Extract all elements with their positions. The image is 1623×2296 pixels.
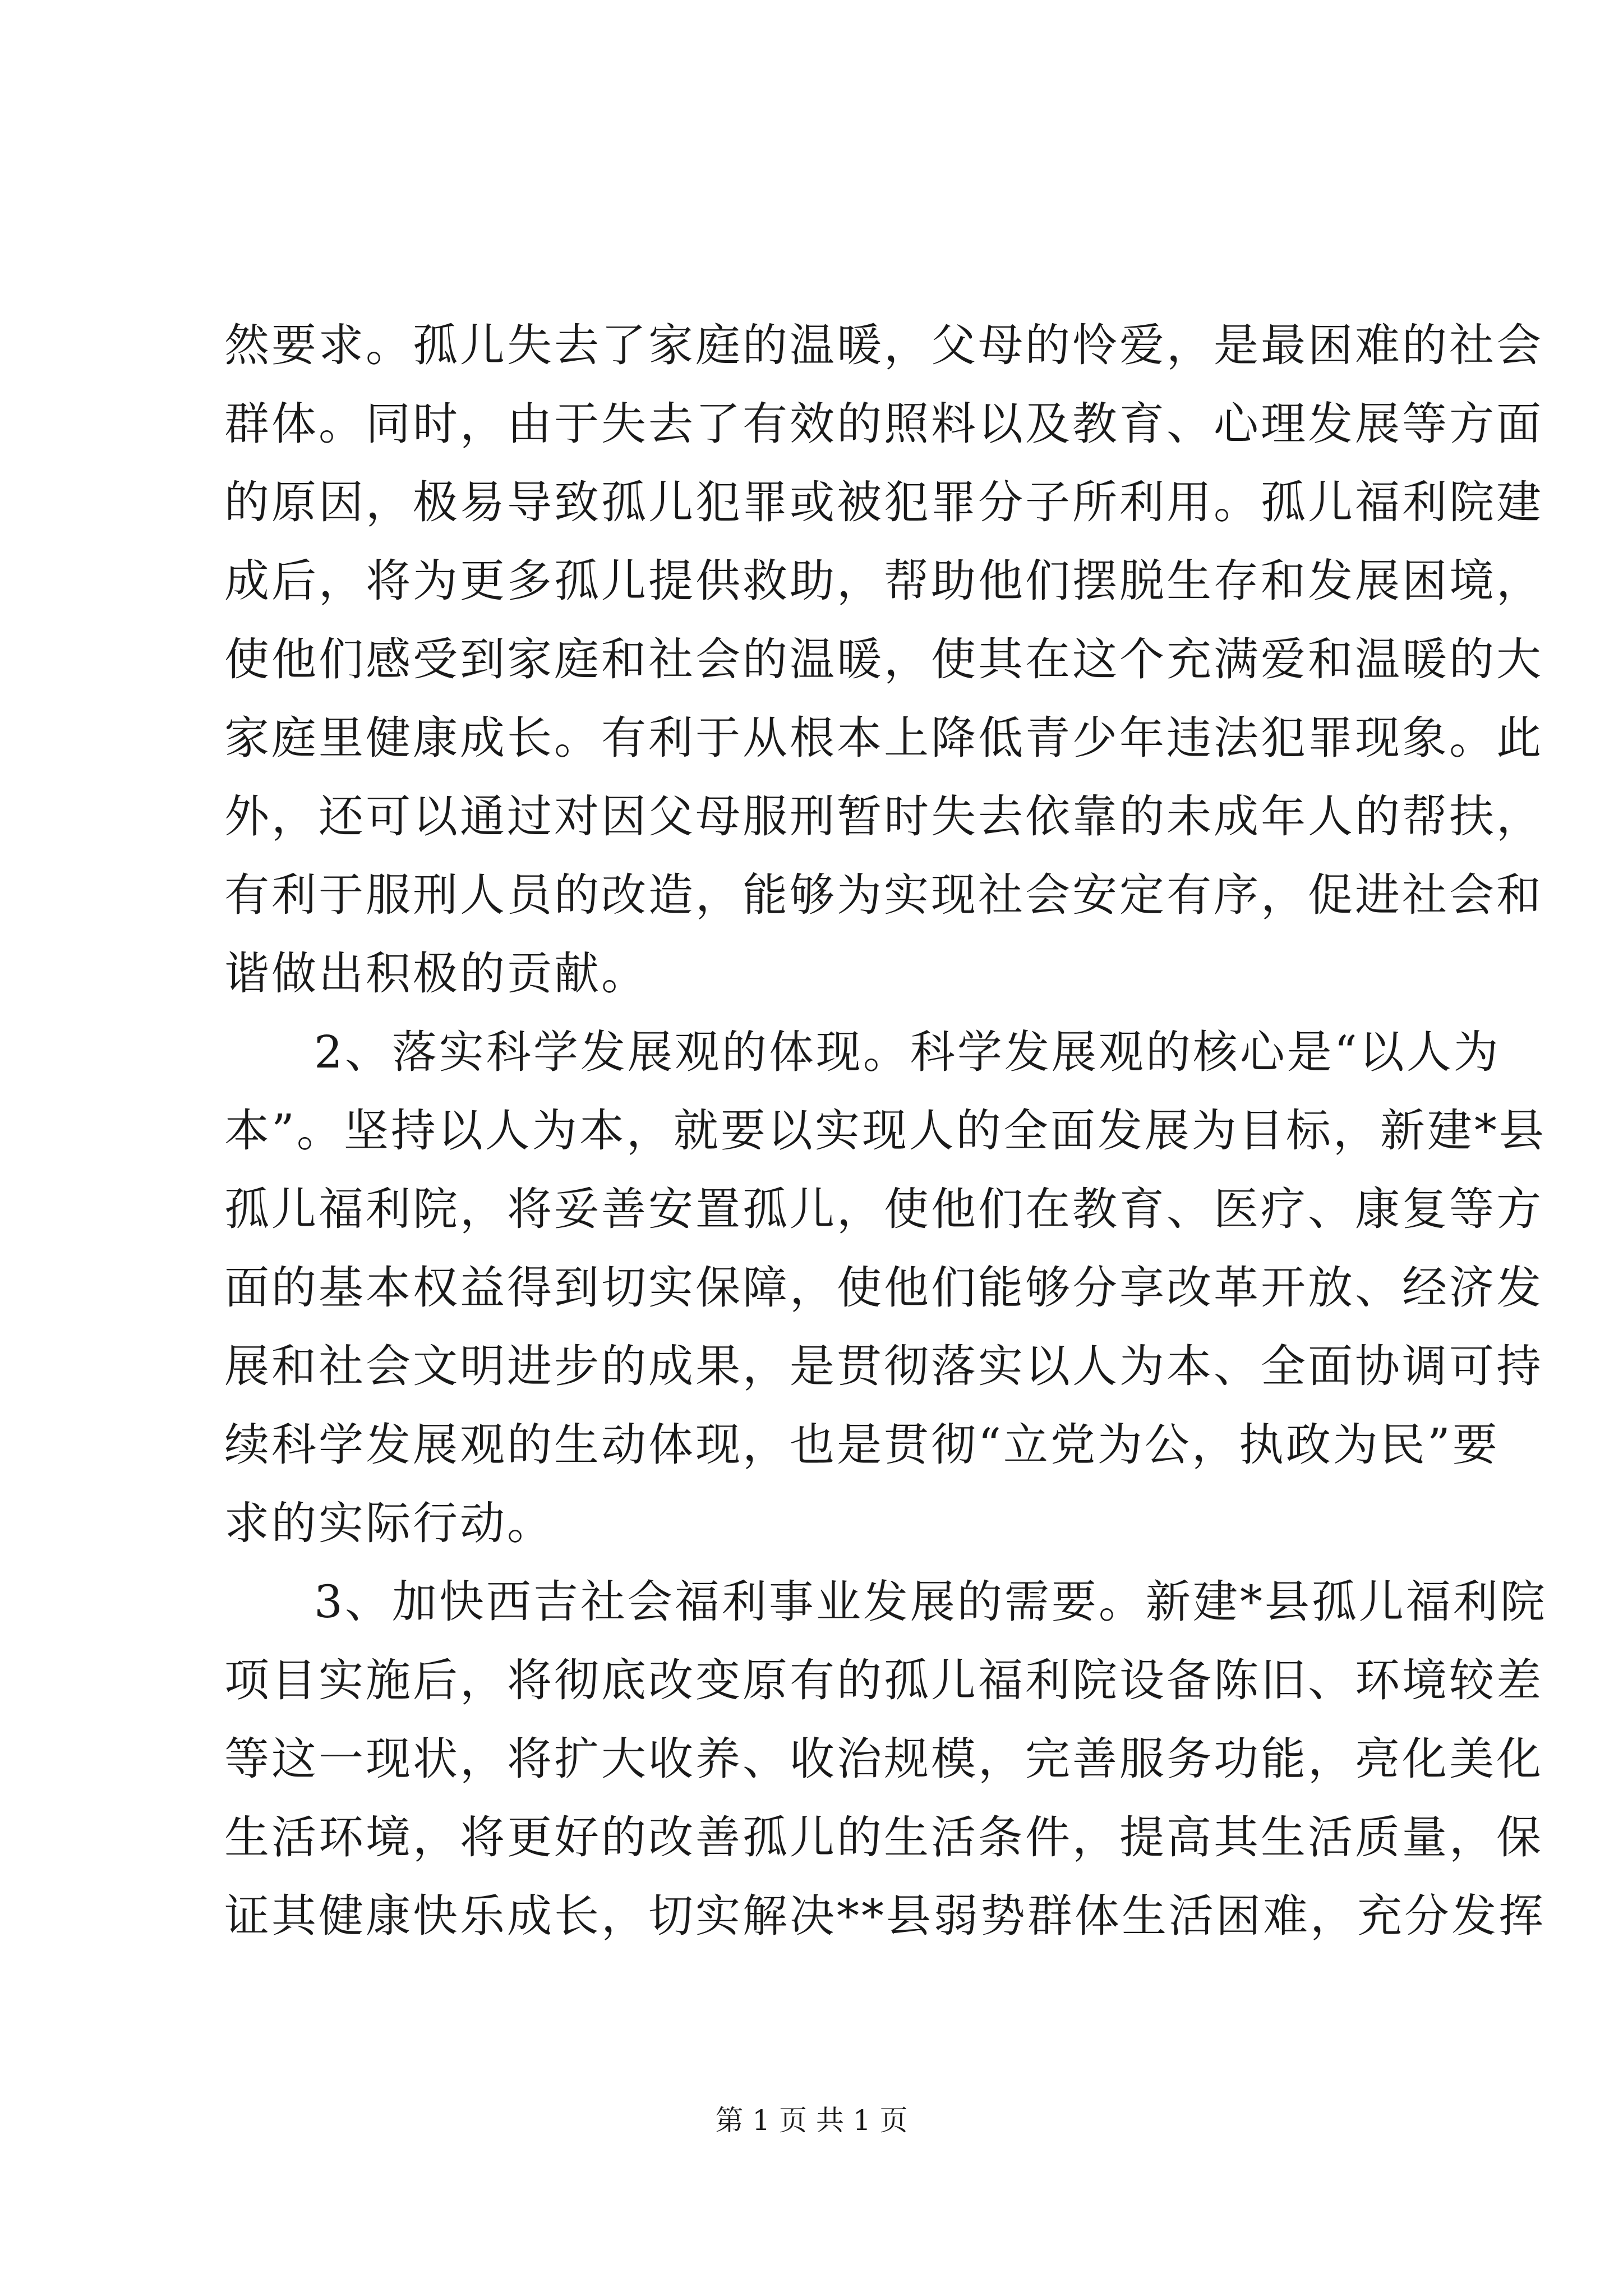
text-line: 有利于服刑人员的改造，能够为实现社会安定有序，促进社会和 [224,869,1543,921]
text-line: 展和社会文明进步的成果，是贯彻落实以人为本、全面协调可持 [224,1340,1543,1392]
text-line: 的原因，极易导致孤儿犯罪或被犯罪分子所利用。孤儿福利院建 [224,476,1543,528]
text-line: 使他们感受到家庭和社会的温暖，使其在这个充满爱和温暖的大 [224,633,1543,685]
text-line: 生活环境，将更好的改善孤儿的生活条件，提高其生活质量，保 [224,1811,1543,1864]
text-line: 成后，将为更多孤儿提供救助，帮助他们摆脱生存和发展困境， [224,555,1543,607]
text-line: 外，还可以通过对因父母服刑暂时失去依靠的未成年人的帮扶， [224,790,1543,843]
text-line: 孤儿福利院，将妥善安置孤儿，使他们在教育、医疗、康复等方 [224,1183,1543,1235]
text-line: 然要求。孤儿失去了家庭的温暖，父母的怜爱，是最困难的社会 [224,319,1543,371]
text-line: 3、加快西吉社会福利事业发展的需要。新建*县孤儿福利院 [314,1576,1547,1628]
text-line: 2、落实科学发展观的体现。科学发展观的核心是“以人为 [314,1026,1501,1078]
text-line: 项目实施后，将彻底改变原有的孤儿福利院设备陈旧、环境较差 [224,1654,1543,1706]
text-line: 家庭里健康成长。有利于从根本上降低青少年违法犯罪现象。此 [224,712,1543,764]
text-line: 证其健康快乐成长，切实解决**县弱势群体生活困难，充分发挥 [224,1890,1546,1942]
text-line: 本”。坚持以人为本，就要以实现人的全面发展为目标，新建*县 [224,1105,1546,1157]
text-line: 群体。同时，由于失去了有效的照料以及教育、心理发展等方面 [224,398,1543,450]
text-line: 求的实际行动。 [224,1497,554,1549]
text-line: 等这一现状，将扩大收养、收治规模，完善服务功能，亮化美化 [224,1733,1543,1785]
text-line: 谐做出积极的贡献。 [224,947,648,1000]
text-line: 面的基本权益得到切实保障，使他们能够分享改革开放、经济发 [224,1262,1543,1314]
text-line: 续科学发展观的生动体现，也是贯彻“立党为公，执政为民”要 [224,1419,1500,1471]
page-footer: 第 1 页 共 1 页 [715,2104,908,2137]
